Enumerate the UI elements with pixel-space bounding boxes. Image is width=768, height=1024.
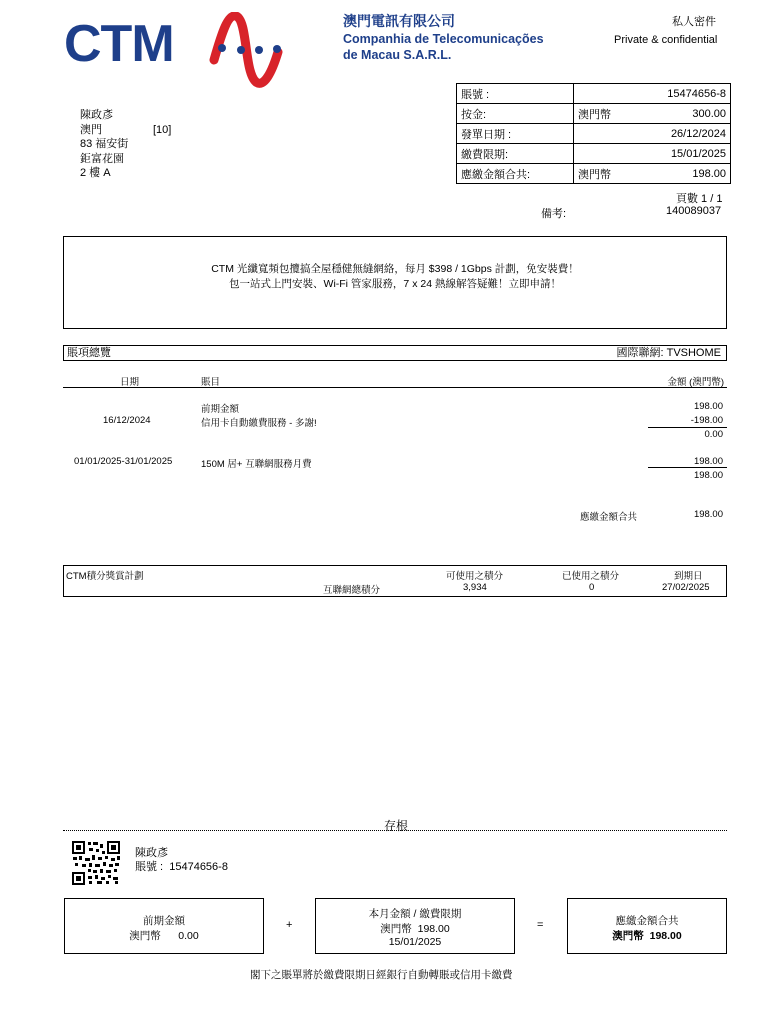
stub-total-value: 澳門幣 198.00 bbox=[612, 930, 682, 942]
company-logo bbox=[64, 12, 289, 88]
total-amount: 198.00 bbox=[642, 164, 731, 184]
promo-line-1: CTM 光纖寬頻包攬搞全屋穩健無縫網絡，每月 $398 / 1Gbps 計劃，免安裝費！ bbox=[211, 263, 579, 275]
overview-total-label: 應繳金額合共 bbox=[580, 512, 638, 523]
row-4-amount: 198.00 bbox=[693, 456, 723, 467]
stub-footer: 閣下之賬單將於繳費限期日經銀行自動轉賬或信用卡繳費 bbox=[250, 969, 513, 981]
promo-box bbox=[63, 236, 727, 329]
total-currency: 澳門幣 bbox=[574, 164, 643, 184]
row-2-item: 信用卡自動繳費服務 - 多謝! bbox=[201, 418, 317, 429]
account-info-table bbox=[456, 83, 731, 184]
qr-code-icon bbox=[71, 840, 121, 886]
rewards-col-available: 可使用之積分 bbox=[446, 571, 504, 582]
account-number: 15474656-8 bbox=[574, 84, 731, 104]
stub-prev-value: 澳門幣 0.00 bbox=[129, 930, 199, 942]
row-5-amount: 198.00 bbox=[693, 470, 723, 481]
total-row bbox=[457, 164, 731, 184]
intl-account: 國際聯網: TVSHOME bbox=[616, 347, 721, 359]
page-count: 頁數 1 / 1 bbox=[676, 193, 723, 205]
confidential-cn: 私人密件 bbox=[672, 16, 716, 28]
stub-plus: + bbox=[286, 919, 293, 931]
stub-month-box bbox=[315, 898, 515, 954]
deposit-label: 按金: bbox=[457, 104, 574, 124]
account-label: 賬號 : bbox=[457, 84, 574, 104]
stub-title: 存根 bbox=[384, 819, 409, 833]
company-name-cn: 澳門電訊有限公司 bbox=[343, 14, 455, 30]
deposit-currency: 澳門幣 bbox=[574, 104, 643, 124]
remark-label: 備考: bbox=[541, 208, 567, 220]
recipient-name: 陳政彥 bbox=[80, 109, 113, 121]
stub-month-label: 本月金額 / 繳費限期 bbox=[368, 908, 462, 920]
stub-month-value: 澳門幣 198.00 bbox=[380, 923, 450, 935]
overview-bar bbox=[63, 345, 727, 361]
stub-account: 賬號 : 15474656-8 bbox=[135, 861, 228, 873]
logo-text: CTM bbox=[64, 15, 174, 73]
due-date-label: 繳費限期: bbox=[457, 144, 574, 164]
deposit-row bbox=[457, 104, 731, 124]
row-2-date: 16/12/2024 bbox=[103, 415, 151, 426]
subtotal-line-2 bbox=[648, 467, 727, 468]
rewards-row-label: 互聯網總積分 bbox=[323, 585, 381, 596]
row-4-date: 01/01/2025-31/01/2025 bbox=[74, 456, 173, 467]
due-date: 15/01/2025 bbox=[574, 144, 731, 164]
col-amount: 金額 (澳門幣) bbox=[667, 377, 724, 388]
recipient-city: 澳門 bbox=[80, 123, 102, 136]
row-2-amount: -198.00 bbox=[690, 415, 723, 426]
deposit-amount: 300.00 bbox=[642, 104, 731, 124]
subtotal-line-1 bbox=[648, 427, 727, 428]
recipient-street: 83 福安街 bbox=[80, 138, 129, 150]
rewards-title: CTM積分獎賞計劃 bbox=[66, 571, 144, 582]
row-1-item: 前期金額 bbox=[201, 404, 240, 415]
rewards-used: 0 bbox=[589, 582, 595, 593]
col-item: 賬目 bbox=[201, 377, 221, 388]
overview-total-amount: 198.00 bbox=[693, 509, 723, 520]
rewards-col-expiry: 到期日 bbox=[674, 571, 703, 582]
account-row bbox=[457, 84, 731, 104]
col-date: 日期 bbox=[120, 377, 140, 388]
recipient-code: [10] bbox=[153, 123, 172, 136]
total-label: 應繳金額合共: bbox=[457, 164, 574, 184]
company-name-pt-2: de Macau S.A.R.L. bbox=[343, 48, 452, 62]
company-name-pt-1: Companhia de Telecomunicações bbox=[343, 32, 544, 46]
stub-prev-label: 前期金額 bbox=[143, 915, 185, 927]
logo-wave-icon bbox=[204, 12, 294, 88]
stub-equals: = bbox=[537, 919, 544, 931]
overview-title: 賬項總覽 bbox=[67, 347, 111, 359]
recipient-address bbox=[80, 108, 220, 181]
stub-month-due: 15/01/2025 bbox=[388, 936, 442, 948]
stub-separator bbox=[63, 830, 727, 831]
row-4-item: 150M 居+ 互聯網服務月費 bbox=[201, 459, 312, 470]
rewards-expiry: 27/02/2025 bbox=[662, 582, 710, 593]
remark-value: 140089037 bbox=[666, 205, 722, 217]
issue-date-row bbox=[457, 124, 731, 144]
issue-date: 26/12/2024 bbox=[574, 124, 731, 144]
rewards-box bbox=[63, 565, 727, 597]
stub-total-label: 應繳金額合共 bbox=[615, 915, 679, 927]
rewards-col-used: 已使用之積分 bbox=[562, 571, 620, 582]
row-1-amount: 198.00 bbox=[693, 401, 723, 412]
recipient-building: 鉅富花園 bbox=[80, 152, 124, 165]
recipient-floor: 2 樓 A bbox=[80, 167, 111, 179]
promo-line-2: 包一站式上門安裝、Wi-Fi 管家服務，7 x 24 熱線解答疑難！立即申請！ bbox=[229, 278, 561, 290]
issue-date-label: 發單日期 : bbox=[457, 124, 574, 144]
overview-header-line bbox=[63, 387, 727, 388]
row-3-amount: 0.00 bbox=[704, 429, 723, 440]
due-date-row bbox=[457, 144, 731, 164]
confidential-en: Private & confidential bbox=[614, 34, 718, 46]
stub-name: 陳政彥 bbox=[135, 847, 168, 859]
rewards-available: 3,934 bbox=[463, 582, 487, 593]
stub-total-box bbox=[567, 898, 727, 954]
stub-prev-box bbox=[64, 898, 264, 954]
